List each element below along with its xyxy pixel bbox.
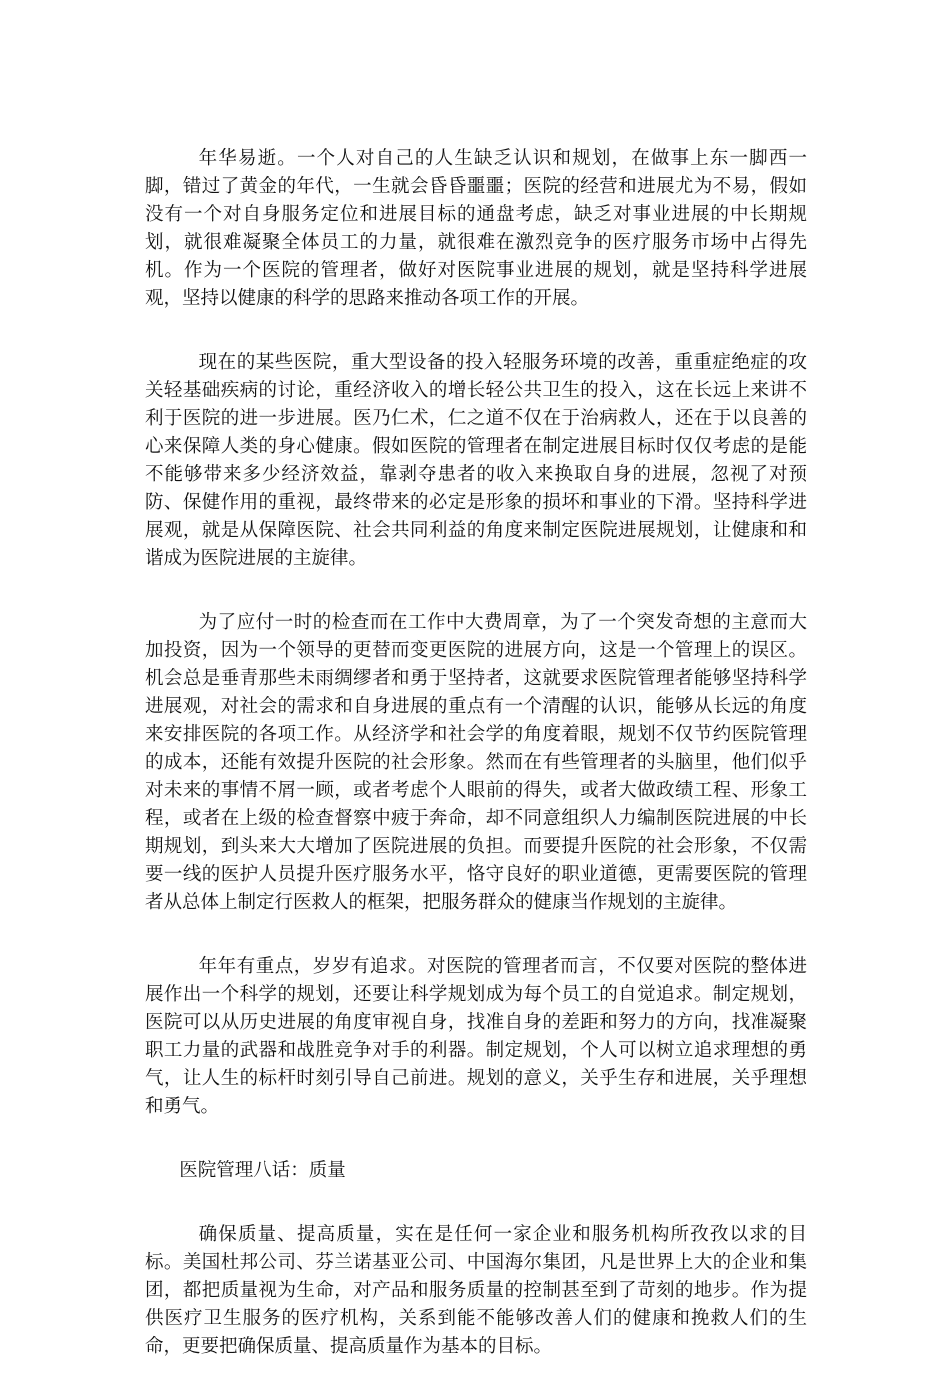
paragraph-4: 年年有重点，岁岁有追求。对医院的管理者而言，不仅要对医院的整体进展作出一个科学的规划，还要让科学规划成为每个员工的自觉追求。制定规划，医院可以从历史进展的角度审视自身，找准自身的差距和努力的方向，找准凝聚职工力量的武器和战胜竞争对手的利器。制定规划，个人可以树立追求理想的勇气，让人生的标杆时刻引导自己前进。规划的意义，关乎生存和进展，关乎理想和勇气。: [145, 956, 807, 1117]
paragraph-1: 年华易逝。一个人对自己的人生缺乏认识和规划，在做事上东一脚西一脚，错过了黄金的年代，一生就会昏昏噩噩；医院的经营和进展尤为不易，假如没有一个对自身服务定位和进展目标的通盘考虑，缺乏对事业进展的中长期规划，就很难凝聚全体员工的力量，就很难在激烈竞争的医疗服务市场中占得先机。作为一个医院的管理者，做好对医院事业进展的规划，就是坚持科学进展观，坚持以健康的科学的思路来推动各项工作的开展。: [145, 148, 807, 309]
paragraph-2: 现在的某些医院，重大型设备的投入轻服务环境的改善，重重症绝症的攻关轻基础疾病的讨论，重经济收入的增长轻公共卫生的投入，这在长远上来讲不利于医院的进一步进展。医乃仁术，仁之道不仅在于治病救人，还在于以良善的心来保障人类的身心健康。假如医院的管理者在制定进展目标时仅仅考虑的是能不能够带来多少经济效益，靠剥夺患者的收入来换取自身的进展，忽视了对预防、保健作用的重视，最终带来的必定是形象的损坏和事业的下滑。坚持科学进展观，就是从保障医院、社会共同利益的角度来制定医院进展规划，让健康和和谐成为医院进展的主旋律。: [145, 352, 807, 569]
paragraph-5: 确保质量、提高质量，实在是任何一家企业和服务机构所孜孜以求的目标。美国杜邦公司、芬兰诺基亚公司、中国海尔集团，凡是世界上大的企业和集团，都把质量视为生命，对产品和服务质量的控制甚至到了苛刻的地步。作为提供医疗卫生服务的医疗机构，关系到能不能够改善人们的健康和挽救人们的生命，更要把确保质量、提高质量作为基本的目标。: [145, 1224, 807, 1357]
paragraph-3: 为了应付一时的检查而在工作中大费周章，为了一个突发奇想的主意而大加投资，因为一个领导的更替而变更医院的进展方向，这是一个管理上的误区。机会总是垂青那些未雨绸缪者和勇于坚持者，这就要求医院管理者能够坚持科学进展观，对社会的需求和自身进展的重点有一个清醒的认识，能够从长远的角度来安排医院的各项工作。从经济学和社会学的角度着眼，规划不仅节约医院管理的成本，还能有效提升医院的社会形象。然而在有些管理者的头脑里，他们似乎对未来的事情不屑一顾，或者考虑个人眼前的得失，或者大做政绩工程、形象工程，或者在上级的检查督察中疲于奔命，却不同意组织人力编制医院进展的中长期规划，到头来大大增加了医院进展的负担。而要提升医院的社会形象，不仅需要一线的医护人员提升医疗服务水平，恪守良好的职业道德，更需要医院的管理者从总体上制定行医救人的框架，把服务群众的健康当作规划的主旋律。: [145, 612, 807, 913]
document-body: [145, 145, 807, 1397]
section-heading: 医院管理八话：质量: [179, 1160, 346, 1181]
